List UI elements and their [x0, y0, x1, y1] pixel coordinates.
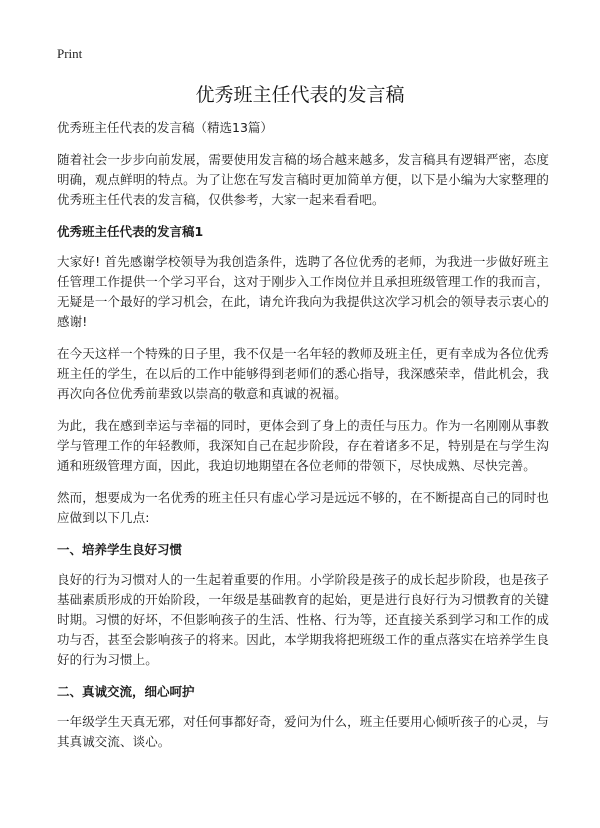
document-body: [57, 118, 549, 764]
subheading-cultivate-habits: 一、培养学生良好习惯: [57, 542, 183, 557]
paragraph-1: 大家好! 首先感谢学校领导为我创造条件，选聘了各位优秀的老师，为我进一步做好班主任管理工作提供一个学习平台，这对于刚步入工作岗位并且承担班级管理工作的我而言，无疑是一个最好的学习机会，在此，请允许我向为我提供这次学习机会的领导表示衷心的感谢!: [57, 254, 549, 329]
paragraph-5: 良好的行为习惯对人的一生起着重要的作用。小学阶段是孩子的成长起步阶段，也是孩子基础素质形成的开始阶段，一年级是基础教育的起始，更是进行良好行为习惯教育的关键时期。习惯的好坏，不但影响孩子的生活、性格、行为等，还直接关系到学习和工作的成功与否，甚至会影响孩子的将来。因此，本学期我将把班级工作的重点落实在培养学生良好的行为习惯上。: [57, 572, 549, 667]
section-heading-1: 优秀班主任代表的发言稿1: [57, 224, 204, 239]
paragraph-2: 在今天这样一个特殊的日子里，我不仅是一名年轻的教师及班主任，更有幸成为各位优秀班主任的学生，在以后的工作中能够得到老师们的悉心指导，我深感荣幸，借此机会，我再次向各位优秀前辈致以崇高的敬意和真诚的祝福。: [57, 346, 549, 401]
paragraph-3: 为此，我在感到幸运与幸福的同时，更体会到了身上的责任与压力。作为一名刚刚从事教学与管理工作的年轻教师，我深知自己在起步阶段，存在着诸多不足，特别是在与学生沟通和班级管理方面，因此，我迫切地期望在各位老师的带领下，尽快成熟、尽快完善。: [57, 418, 549, 473]
document-title: 优秀班主任代表的发言稿: [195, 84, 405, 106]
document-subtitle: 优秀班主任代表的发言稿（精选13篇）: [57, 120, 273, 135]
paragraph-4: 然而，想要成为一名优秀的班主任只有虚心学习是远远不够的，在不断提高自己的同时也应做到以下几点:: [57, 490, 549, 525]
paragraph-6: 一年级学生天真无邪，对任何事都好奇，爱问为什么，班主任要用心倾听孩子的心灵，与其真诚交流、谈心。: [57, 714, 549, 749]
intro-paragraph: 随着社会一步步向前发展，需要使用发言稿的场合越来越多，发言稿具有逻辑严密，态度明确，观点鲜明的特点。为了让您在写发言稿时更加简单方便，以下是小编为大家整理的优秀班主任代表的发言稿，仅供参考，大家一起来看看吧。: [57, 152, 549, 207]
subheading-sincere-communication: 二、真诚交流，细心呵护: [57, 684, 195, 699]
print-link[interactable]: Print: [57, 46, 83, 61]
